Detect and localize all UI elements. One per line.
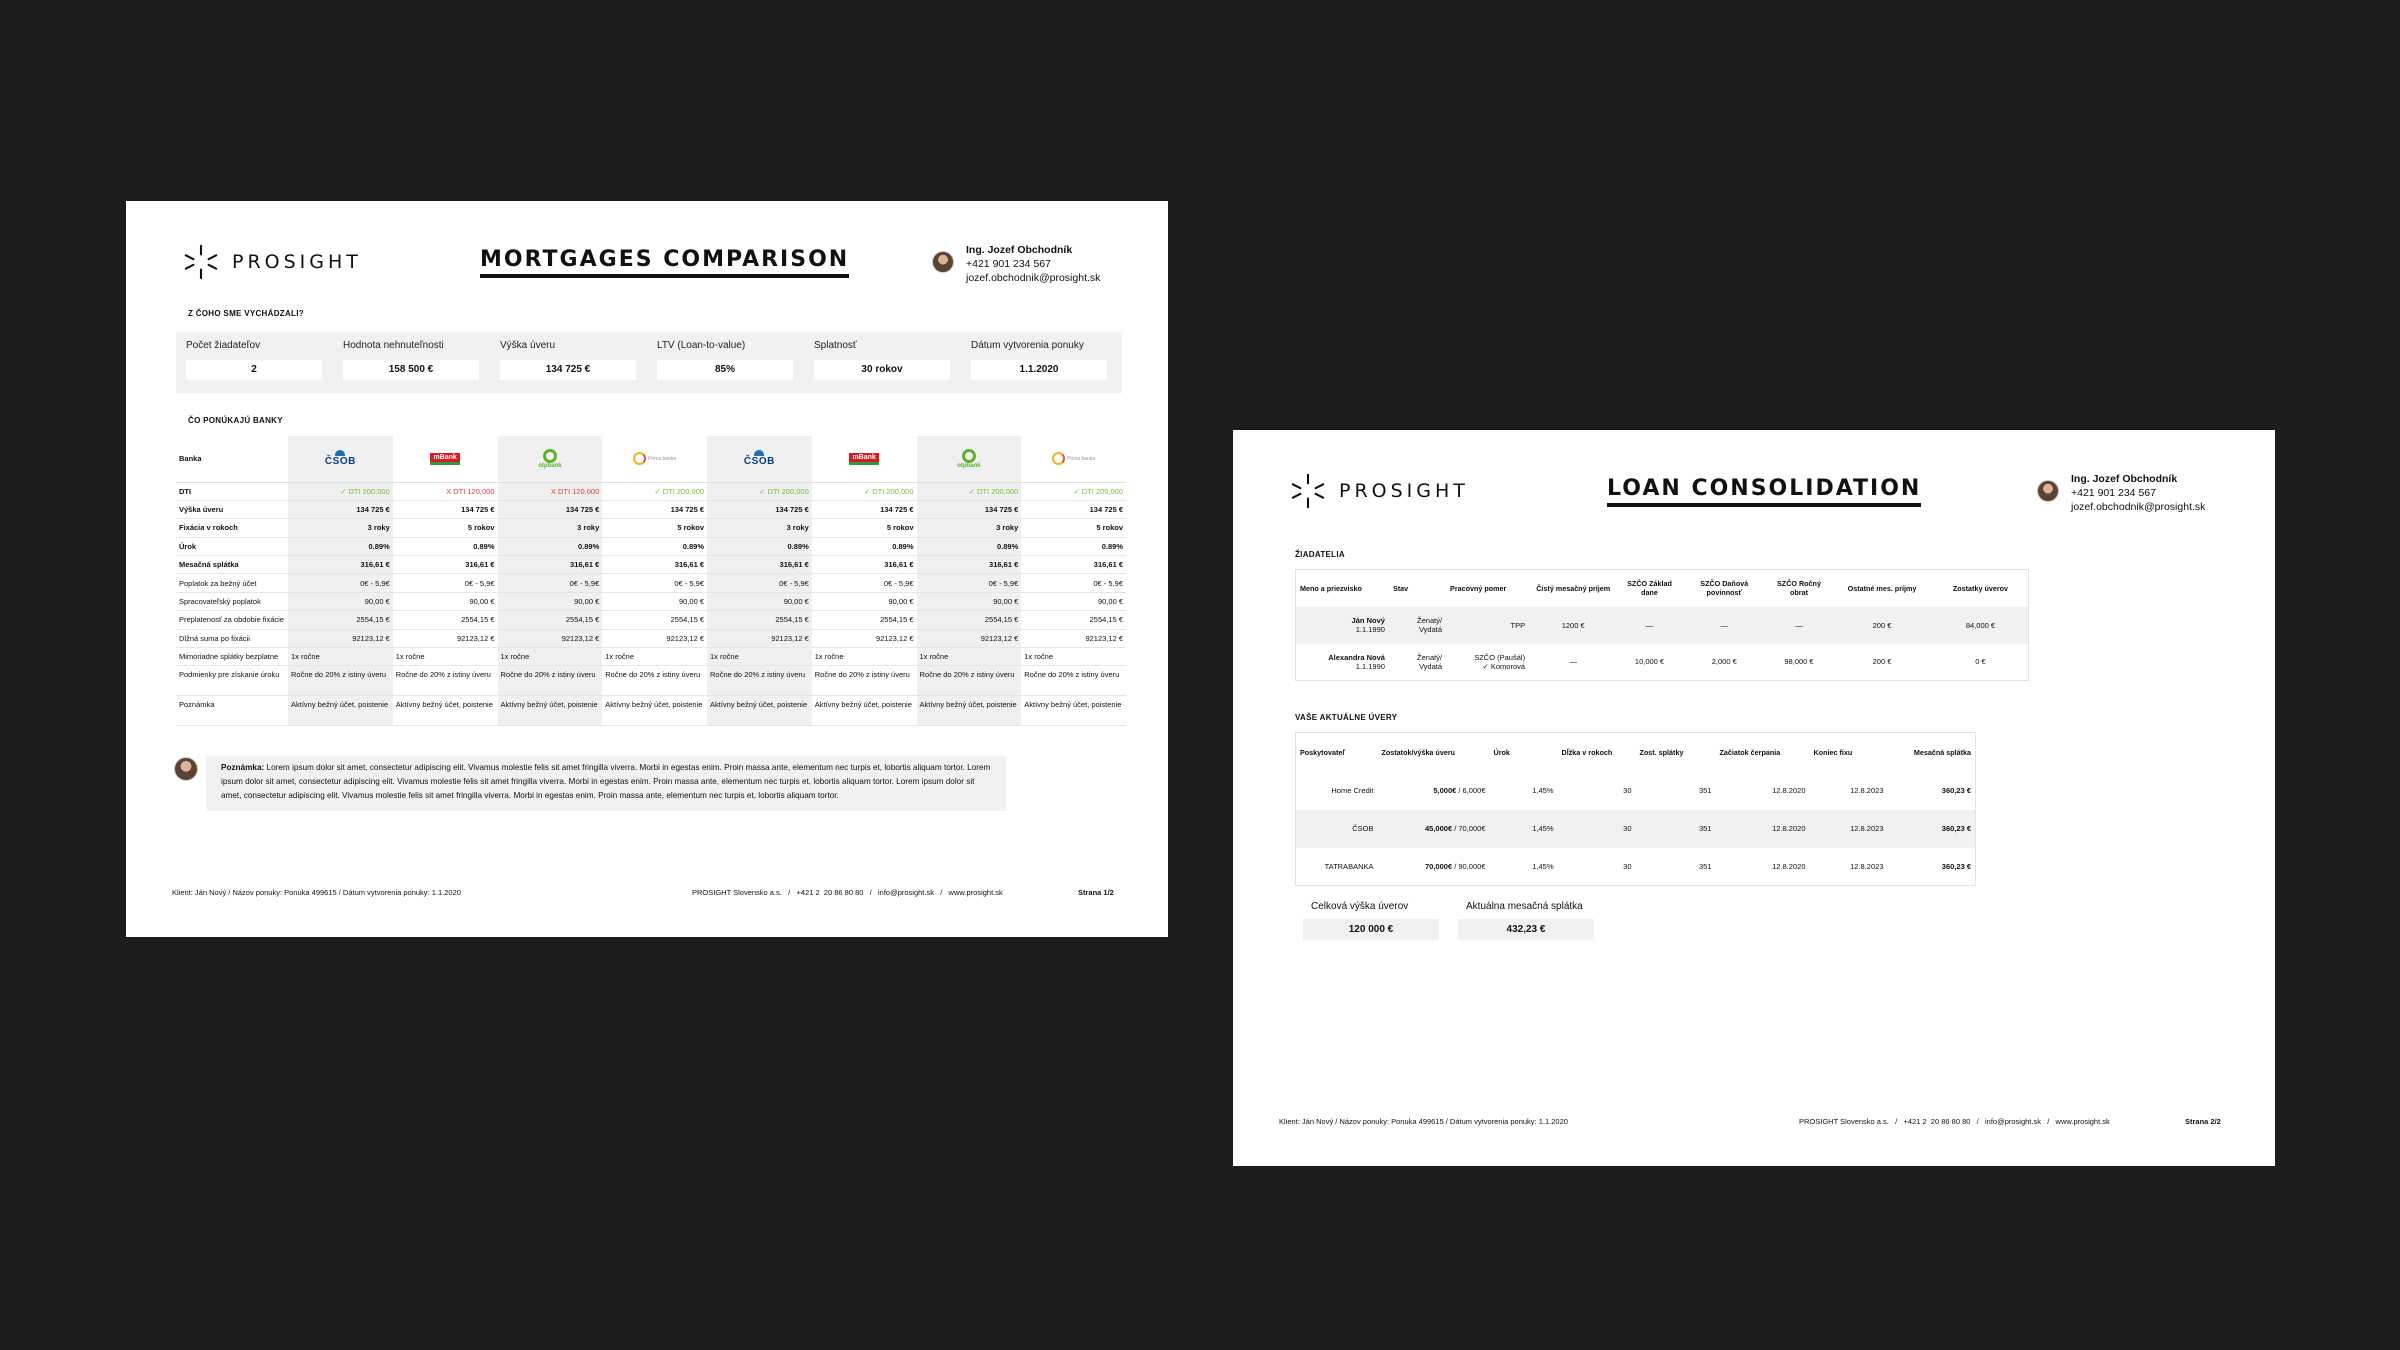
row-label: Mimoriadne splátky bezplatne xyxy=(176,648,288,666)
agent-email: jozef.obchodnik@prosight.sk xyxy=(2071,501,2206,513)
bank-name: Prima banka xyxy=(648,455,677,462)
row-value: Aktívny bežný účet, poistenie xyxy=(602,696,707,726)
row-label: Úrok xyxy=(176,537,288,555)
param-item xyxy=(814,340,950,393)
applicant-row xyxy=(1296,607,2029,644)
row-value: 2554,15 € xyxy=(498,611,603,629)
page-title: MORTGAGES COMPARISON xyxy=(480,247,849,278)
param-value: 2 xyxy=(186,360,322,380)
row-value: 134 725 € xyxy=(917,500,1022,518)
agent-contact xyxy=(2037,472,2205,514)
section-applicants-title: ŽIADATELIA xyxy=(1295,550,1345,559)
page-title: LOAN CONSOLIDATION xyxy=(1607,476,1921,507)
row-value: 134 725 € xyxy=(707,500,812,518)
section-params-title: Z ČOHO SME VYCHÁDZALI? xyxy=(188,309,304,318)
section-banks-title: ČO PONÚKAJÚ BANKY xyxy=(188,416,283,425)
comparison-row xyxy=(176,482,1126,500)
agent-email: jozef.obchodnik@prosight.sk xyxy=(966,272,1101,284)
row-value: 0€ - 5,9€ xyxy=(812,574,917,592)
row-value: 90,00 € xyxy=(812,592,917,610)
loan-balance-cell xyxy=(1378,810,1490,848)
row-value: 5 rokov xyxy=(1021,519,1126,537)
row-value: 92123,12 € xyxy=(707,629,812,647)
row-value: 0.89% xyxy=(393,537,498,555)
param-value: 30 rokov xyxy=(814,360,950,380)
row-value: Ročne do 20% z istiny úveru xyxy=(288,666,393,696)
comparison-row xyxy=(176,696,1126,726)
row-value: 316,61 € xyxy=(498,556,603,574)
bank-logo xyxy=(291,450,390,467)
bank-name: mBank xyxy=(849,453,878,465)
row-value: 2554,15 € xyxy=(393,611,498,629)
footer-right: PROSIGHT Slovensko a.s. / +421 2 20 86 80 80 / info@prosight.sk / www.prosight.sk xyxy=(1799,1117,2110,1126)
loan-years: 30 xyxy=(1558,810,1636,848)
note-label: Poznámka: xyxy=(221,763,265,772)
bank-logo xyxy=(710,450,809,467)
row-value: 1x ročne xyxy=(602,648,707,666)
row-value: Ročne do 20% z istiny úveru xyxy=(707,666,812,696)
comparison-row xyxy=(176,629,1126,647)
loans-header-cell: Poskytovateľ xyxy=(1300,747,1346,757)
applicant-employment xyxy=(1446,607,1529,644)
row-value: 316,61 € xyxy=(917,556,1022,574)
param-item xyxy=(500,340,636,393)
brand-name: PROSIGHT xyxy=(232,251,362,273)
prima-icon xyxy=(1052,452,1065,465)
section-loans-title: VAŠE AKTUÁLNE ÚVERY xyxy=(1295,713,1398,722)
employment-type: SZČO (Paušál) xyxy=(1474,652,1526,662)
row-value: Ročne do 20% z istiny úveru xyxy=(917,666,1022,696)
row-value: 90,00 € xyxy=(498,592,603,610)
comparison-row xyxy=(176,666,1126,696)
loan-rate: 1,45% xyxy=(1490,810,1558,848)
row-value: 0€ - 5,9€ xyxy=(393,574,498,592)
row-label: Spracovateľský poplatok xyxy=(176,592,288,610)
applicants-header xyxy=(1296,570,2029,607)
loans-header xyxy=(1296,733,1976,772)
total-loans-value: 120 000 € xyxy=(1303,919,1439,940)
note-avatar xyxy=(174,757,198,781)
row-value: 1x ročne xyxy=(1021,648,1126,666)
applicant-turnover: — xyxy=(1767,607,1831,644)
prosight-logo xyxy=(1289,472,1469,510)
row-value: 1x ročne xyxy=(288,648,393,666)
row-value: 2554,15 € xyxy=(812,611,917,629)
comparison-row xyxy=(176,648,1126,666)
monthly-payment-label: Aktuálna mesačná splátka xyxy=(1466,901,1583,912)
avatar xyxy=(2037,480,2059,502)
loans-header-cell: Mesačná splátka xyxy=(1913,747,1971,757)
comparison-row xyxy=(176,500,1126,518)
applicant-dob: 1.1.1990 xyxy=(1355,661,1385,671)
applicant-row xyxy=(1296,644,2029,681)
bank-logo xyxy=(605,452,704,465)
row-value: 90,00 € xyxy=(1021,592,1126,610)
row-value: 92123,12 € xyxy=(602,629,707,647)
row-value: ✓ DTI 200,000 xyxy=(288,482,393,500)
prosight-logo xyxy=(182,243,362,281)
row-value: 0€ - 5,9€ xyxy=(707,574,812,592)
applicant-tax: 2,000 € xyxy=(1711,657,1737,667)
param-value: 85% xyxy=(657,360,793,380)
prima-icon xyxy=(633,452,646,465)
loan-amount: / 90,000€ xyxy=(1452,861,1486,871)
row-value: ✓ DTI 200,000 xyxy=(1021,482,1126,500)
applicant-name: Ján Nový xyxy=(1351,616,1385,625)
bank-logo-row xyxy=(176,436,1126,482)
param-label: LTV (Loan-to-value) xyxy=(657,340,746,351)
applicants-header-cell: SZČO Daňová povinnosť xyxy=(1700,579,1749,598)
loan-balance-cell xyxy=(1378,772,1490,810)
footer-right: PROSIGHT Slovensko a.s. / +421 2 20 86 80 80 / info@prosight.sk / www.prosight.sk xyxy=(692,888,1003,897)
loan-rate: 1,45% xyxy=(1532,861,1554,871)
param-label: Dátum vytvorenia ponuky xyxy=(971,340,1084,351)
row-label: DTI xyxy=(176,482,288,500)
loan-start: 12.8.2020 xyxy=(1716,810,1810,848)
param-item xyxy=(971,340,1107,393)
row-value: 316,61 € xyxy=(1021,556,1126,574)
note-box xyxy=(206,756,1006,811)
agent-phone: +421 901 234 567 xyxy=(2071,487,2156,499)
applicant-base: — xyxy=(1617,607,1681,644)
applicants-header-cell: Ostatné mes. príjmy xyxy=(1847,583,1917,593)
row-value: 0.89% xyxy=(602,537,707,555)
row-value: 90,00 € xyxy=(288,592,393,610)
row-value: 1x ročne xyxy=(917,648,1022,666)
agent-phone: +421 901 234 567 xyxy=(966,258,1051,270)
row-value: 0.89% xyxy=(917,537,1022,555)
loans-header-cell: Zostatok/výška úveru xyxy=(1381,747,1456,757)
param-value: 1.1.2020 xyxy=(971,360,1107,380)
row-value: 134 725 € xyxy=(812,500,917,518)
row-value: 92123,12 € xyxy=(498,629,603,647)
row-value: 3 roky xyxy=(917,519,1022,537)
applicant-net-income: 1200 € xyxy=(1529,607,1617,644)
loan-start: 12.8.2020 xyxy=(1772,786,1806,795)
prima-logo xyxy=(633,452,676,465)
loans-header-cell: Koniec fixu xyxy=(1813,747,1853,757)
bank-logo xyxy=(501,449,600,469)
row-value: 3 roky xyxy=(707,519,812,537)
bank-logo xyxy=(920,449,1019,469)
row-value: 316,61 € xyxy=(602,556,707,574)
param-item xyxy=(657,340,793,393)
loan-remaining: 351 xyxy=(1636,810,1716,848)
row-value: Ročne do 20% z istiny úveru xyxy=(1021,666,1126,696)
row-value: 3 roky xyxy=(288,519,393,537)
row-value: 316,61 € xyxy=(393,556,498,574)
bank-logo-cell xyxy=(917,436,1022,482)
applicants-header-cell: Stav xyxy=(1392,583,1409,593)
loan-monthly: 360,23 € xyxy=(1888,810,1976,848)
bank-logo xyxy=(1024,452,1123,465)
row-value: 5 rokov xyxy=(602,519,707,537)
row-value: 5 rokov xyxy=(812,519,917,537)
loan-balance-cell xyxy=(1378,848,1490,886)
total-loans-label: Celková výška úverov xyxy=(1311,901,1409,912)
row-value: ✓ DTI 200,000 xyxy=(707,482,812,500)
row-value: 134 725 € xyxy=(1021,500,1126,518)
row-label: Podmienky pre získanie úroku xyxy=(176,666,288,696)
row-value: 90,00 € xyxy=(707,592,812,610)
loan-fix-end: 12.8.2023 xyxy=(1810,810,1888,848)
comparison-row xyxy=(176,556,1126,574)
loans-header-cell: Zost. splátky xyxy=(1639,747,1684,757)
row-value: 90,00 € xyxy=(602,592,707,610)
row-value: 134 725 € xyxy=(393,500,498,518)
applicants-header-cell: Pracovný pomer xyxy=(1450,583,1507,593)
loan-amount: / 70,000€ xyxy=(1452,824,1486,833)
agent-name: Ing. Jozef Obchodník xyxy=(966,244,1073,256)
applicants-header-cell: SZČO Ročný obrat xyxy=(1777,579,1821,598)
loans-header-cell: Dĺžka v rokoch xyxy=(1561,747,1613,757)
row-value: 90,00 € xyxy=(393,592,498,610)
applicant-employment xyxy=(1446,644,1529,681)
footer-left: Klient: Ján Nový / Názov ponuky: Ponuka 499615 / Dátum vytvorenia ponuky: 1.1.2020 xyxy=(172,888,461,897)
applicant-name-cell xyxy=(1296,607,1389,644)
row-value: ✓ DTI 200,000 xyxy=(812,482,917,500)
row-value: Ročne do 20% z istiny úveru xyxy=(393,666,498,696)
row-value: Aktívny bežný účet, poistenie xyxy=(917,696,1022,726)
row-value: 316,61 € xyxy=(288,556,393,574)
row-value: 316,61 € xyxy=(707,556,812,574)
applicant-turnover: 98,000 € xyxy=(1784,657,1814,667)
row-value: 92123,12 € xyxy=(1021,629,1126,647)
row-value: 90,00 € xyxy=(917,592,1022,610)
loan-start: 12.8.2020 xyxy=(1772,861,1806,871)
loan-provider: TATRABANKA xyxy=(1324,861,1374,871)
loan-row xyxy=(1296,810,1976,848)
applicants-header-cell: SZČO Základ dane xyxy=(1627,579,1672,598)
loans-table xyxy=(1295,732,1976,886)
applicant-status: Ženatý/ Vydatá xyxy=(1389,607,1446,644)
row-value: 0€ - 5,9€ xyxy=(288,574,393,592)
comparison-row xyxy=(176,611,1126,629)
row-label: Preplatenosť za obdobie fixácie xyxy=(176,611,288,629)
avatar xyxy=(932,251,954,273)
row-label: Poznámka xyxy=(176,696,288,726)
row-value: 2554,15 € xyxy=(602,611,707,629)
applicant-balances: 84,000 € xyxy=(1933,607,2029,644)
applicant-name: Alexandra Nová xyxy=(1328,652,1385,662)
employment-type-2: ✓ Komorová xyxy=(1482,661,1526,671)
loan-balance: 45,000€ xyxy=(1425,824,1453,833)
row-value: 0.89% xyxy=(812,537,917,555)
otp-icon xyxy=(543,449,557,463)
bank-name: ČSOB xyxy=(324,456,356,468)
row-value: 92123,12 € xyxy=(393,629,498,647)
row-value: Ročne do 20% z istiny úveru xyxy=(498,666,603,696)
agent-contact xyxy=(932,243,1100,285)
agent-name: Ing. Jozef Obchodník xyxy=(2071,473,2178,485)
row-value: Ročne do 20% z istiny úveru xyxy=(602,666,707,696)
applicants-header-cell: Meno a priezvisko xyxy=(1300,583,1362,593)
row-value: 0.89% xyxy=(288,537,393,555)
loan-consolidation-page xyxy=(1233,430,2275,1166)
loan-monthly: 360,23 € xyxy=(1941,861,1971,871)
row-value: ✓ DTI 200,000 xyxy=(602,482,707,500)
prosight-logo-icon xyxy=(182,243,220,281)
mortgages-comparison-page xyxy=(126,201,1168,937)
loan-rate: 1,45% xyxy=(1532,786,1554,795)
comparison-row xyxy=(176,592,1126,610)
loan-remaining: 351 xyxy=(1698,786,1712,795)
loan-balance: 70,000€ xyxy=(1425,861,1453,871)
applicant-tax: — xyxy=(1682,607,1767,644)
param-item xyxy=(343,340,479,393)
employment-type: TPP xyxy=(1510,620,1526,630)
loan-fix-end: 12.8.2023 xyxy=(1850,861,1884,871)
bank-logo-cell xyxy=(393,436,498,482)
prima-logo xyxy=(1052,452,1095,465)
row-value: 134 725 € xyxy=(602,500,707,518)
params-box xyxy=(176,332,1122,393)
row-value: 5 rokov xyxy=(393,519,498,537)
applicants-table xyxy=(1295,569,2029,681)
row-value: 1x ročne xyxy=(498,648,603,666)
row-value: 0€ - 5,9€ xyxy=(602,574,707,592)
row-value: 2554,15 € xyxy=(707,611,812,629)
loan-row xyxy=(1296,772,1976,810)
bank-logo-cell xyxy=(498,436,603,482)
bank-name: Prima banka xyxy=(1067,455,1096,462)
loan-monthly: 360,23 € xyxy=(1941,786,1971,795)
loan-balance: 5,000€ xyxy=(1433,786,1457,795)
note-text: Lorem ipsum dolor sit amet, consectetur adipiscing elit. Vivamus molestie felis sit amet fringilla viverra. Morbi in egestas enim. Proin massa ante, elementum nec turpis et, lobortis aliquam tortor. Lorem ipsum dolor sit amet, consectetur adipiscing elit. Vivamus molestie felis sit amet fringilla viverra. Morbi in egestas enim. Proin massa ante, elementum nec turpis et, lobortis aliquam tortor. Lorem ipsum dolor sit amet, consectetur adipiscing elit. Vivamus molestie felis sit amet fringilla viverra. Morbi in egestas enim. Proin massa ante, elementum nec turpis et, lobortis aliquam tortor. xyxy=(221,763,991,800)
bank-logo-cell xyxy=(1021,436,1126,482)
param-label: Splatnosť xyxy=(814,340,857,351)
total-loans xyxy=(1303,901,1439,940)
row-value: 3 roky xyxy=(498,519,603,537)
row-value: 1x ročne xyxy=(707,648,812,666)
bank-header-label: Banka xyxy=(176,436,288,482)
row-value: 0€ - 5,9€ xyxy=(1021,574,1126,592)
loan-amount: / 6,000€ xyxy=(1456,786,1486,795)
monthly-payment xyxy=(1458,901,1594,940)
comparison-row xyxy=(176,537,1126,555)
applicants-header-cell: Zostatky úverov xyxy=(1952,583,2009,593)
row-label: Mesačná splátka xyxy=(176,556,288,574)
loan-provider: ČSOB xyxy=(1296,810,1378,848)
param-label: Hodnota nehnuteľnosti xyxy=(343,340,444,351)
row-value: 0€ - 5,9€ xyxy=(917,574,1022,592)
applicants-header-cell: Čistý mesačný príjem xyxy=(1536,583,1611,593)
monthly-payment-value: 432,23 € xyxy=(1458,919,1594,940)
row-value: 92123,12 € xyxy=(917,629,1022,647)
param-value: 158 500 € xyxy=(343,360,479,380)
row-value: 0.89% xyxy=(707,537,812,555)
row-value: 92123,12 € xyxy=(288,629,393,647)
row-value: 92123,12 € xyxy=(812,629,917,647)
applicant-base: 10,000 € xyxy=(1634,657,1665,667)
row-label: Fixácia v rokoch xyxy=(176,519,288,537)
applicant-dob: 1.1.1990 xyxy=(1355,625,1385,634)
param-label: Výška úveru xyxy=(500,340,556,351)
comparison-table xyxy=(176,436,1126,726)
row-value: 0.89% xyxy=(1021,537,1126,555)
applicant-balances: 0 € xyxy=(1975,657,1986,667)
row-value: Aktívny bežný účet, poistenie xyxy=(707,696,812,726)
brand-name: PROSIGHT xyxy=(1339,480,1469,502)
row-value: X DTI 120,000 xyxy=(498,482,603,500)
footer-left: Klient: Ján Nový / Názov ponuky: Ponuka 499615 / Dátum vytvorenia ponuky: 1.1.2020 xyxy=(1279,1117,1568,1126)
param-label: Počet žiadateľov xyxy=(186,340,261,351)
loan-years: 30 xyxy=(1623,786,1632,795)
loan-remaining: 351 xyxy=(1698,861,1712,871)
otp-icon xyxy=(962,449,976,463)
loan-row xyxy=(1296,848,1976,886)
row-label: Výška úveru xyxy=(176,500,288,518)
bank-logo-cell xyxy=(602,436,707,482)
bank-name: mBank xyxy=(430,453,459,465)
row-label: Poplatok za bežný účet xyxy=(176,574,288,592)
bank-name: ČSOB xyxy=(743,456,775,468)
loans-header-cell: Úrok xyxy=(1493,747,1510,757)
row-value: 134 725 € xyxy=(498,500,603,518)
row-value: 2554,15 € xyxy=(917,611,1022,629)
bank-logo xyxy=(396,453,495,465)
bank-name: otpbank xyxy=(957,462,981,469)
row-value: X DTI 120,000 xyxy=(393,482,498,500)
row-value: Aktívny bežný účet, poistenie xyxy=(393,696,498,726)
row-label: Dlžná suma po fixácii xyxy=(176,629,288,647)
row-value: Aktívny bežný účet, poistenie xyxy=(812,696,917,726)
row-value: 0€ - 5,9€ xyxy=(498,574,603,592)
param-item xyxy=(186,340,322,393)
applicant-net-income: — xyxy=(1569,657,1577,667)
page-number: Strana 1/2 xyxy=(1078,888,1114,897)
row-value: 1x ročne xyxy=(393,648,498,666)
bank-name: otpbank xyxy=(538,462,562,469)
row-value: Aktívny bežný účet, poistenie xyxy=(288,696,393,726)
row-value: Ročne do 20% z istiny úveru xyxy=(812,666,917,696)
comparison-row xyxy=(176,574,1126,592)
row-value: 0.89% xyxy=(498,537,603,555)
row-value: Aktívny bežný účet, poistenie xyxy=(1021,696,1126,726)
bank-logo-cell xyxy=(812,436,917,482)
row-value: 2554,15 € xyxy=(288,611,393,629)
row-value: ✓ DTI 200,000 xyxy=(917,482,1022,500)
loans-header-cell: Začiatok čerpania xyxy=(1719,747,1781,757)
loan-provider: Home Credit xyxy=(1331,786,1374,795)
comparison-row xyxy=(176,519,1126,537)
param-value: 134 725 € xyxy=(500,360,636,380)
bank-logo-cell xyxy=(288,436,393,482)
bank-logo-cell xyxy=(707,436,812,482)
bank-logo xyxy=(815,453,914,465)
applicant-status: Ženatý/ Vydatá xyxy=(1417,652,1443,671)
applicant-other: 200 € xyxy=(1872,657,1892,667)
row-value: 316,61 € xyxy=(812,556,917,574)
applicant-name-cell xyxy=(1296,644,1389,681)
loan-fix-end: 12.8.2023 xyxy=(1850,786,1884,795)
row-value: 1x ročne xyxy=(812,648,917,666)
loan-years: 30 xyxy=(1623,861,1632,871)
row-value: 2554,15 € xyxy=(1021,611,1126,629)
applicant-other: 200 € xyxy=(1831,607,1933,644)
row-value: 134 725 € xyxy=(288,500,393,518)
prosight-logo-icon xyxy=(1289,472,1327,510)
page-number: Strana 2/2 xyxy=(2185,1117,2221,1126)
row-value: Aktívny bežný účet, poistenie xyxy=(498,696,603,726)
